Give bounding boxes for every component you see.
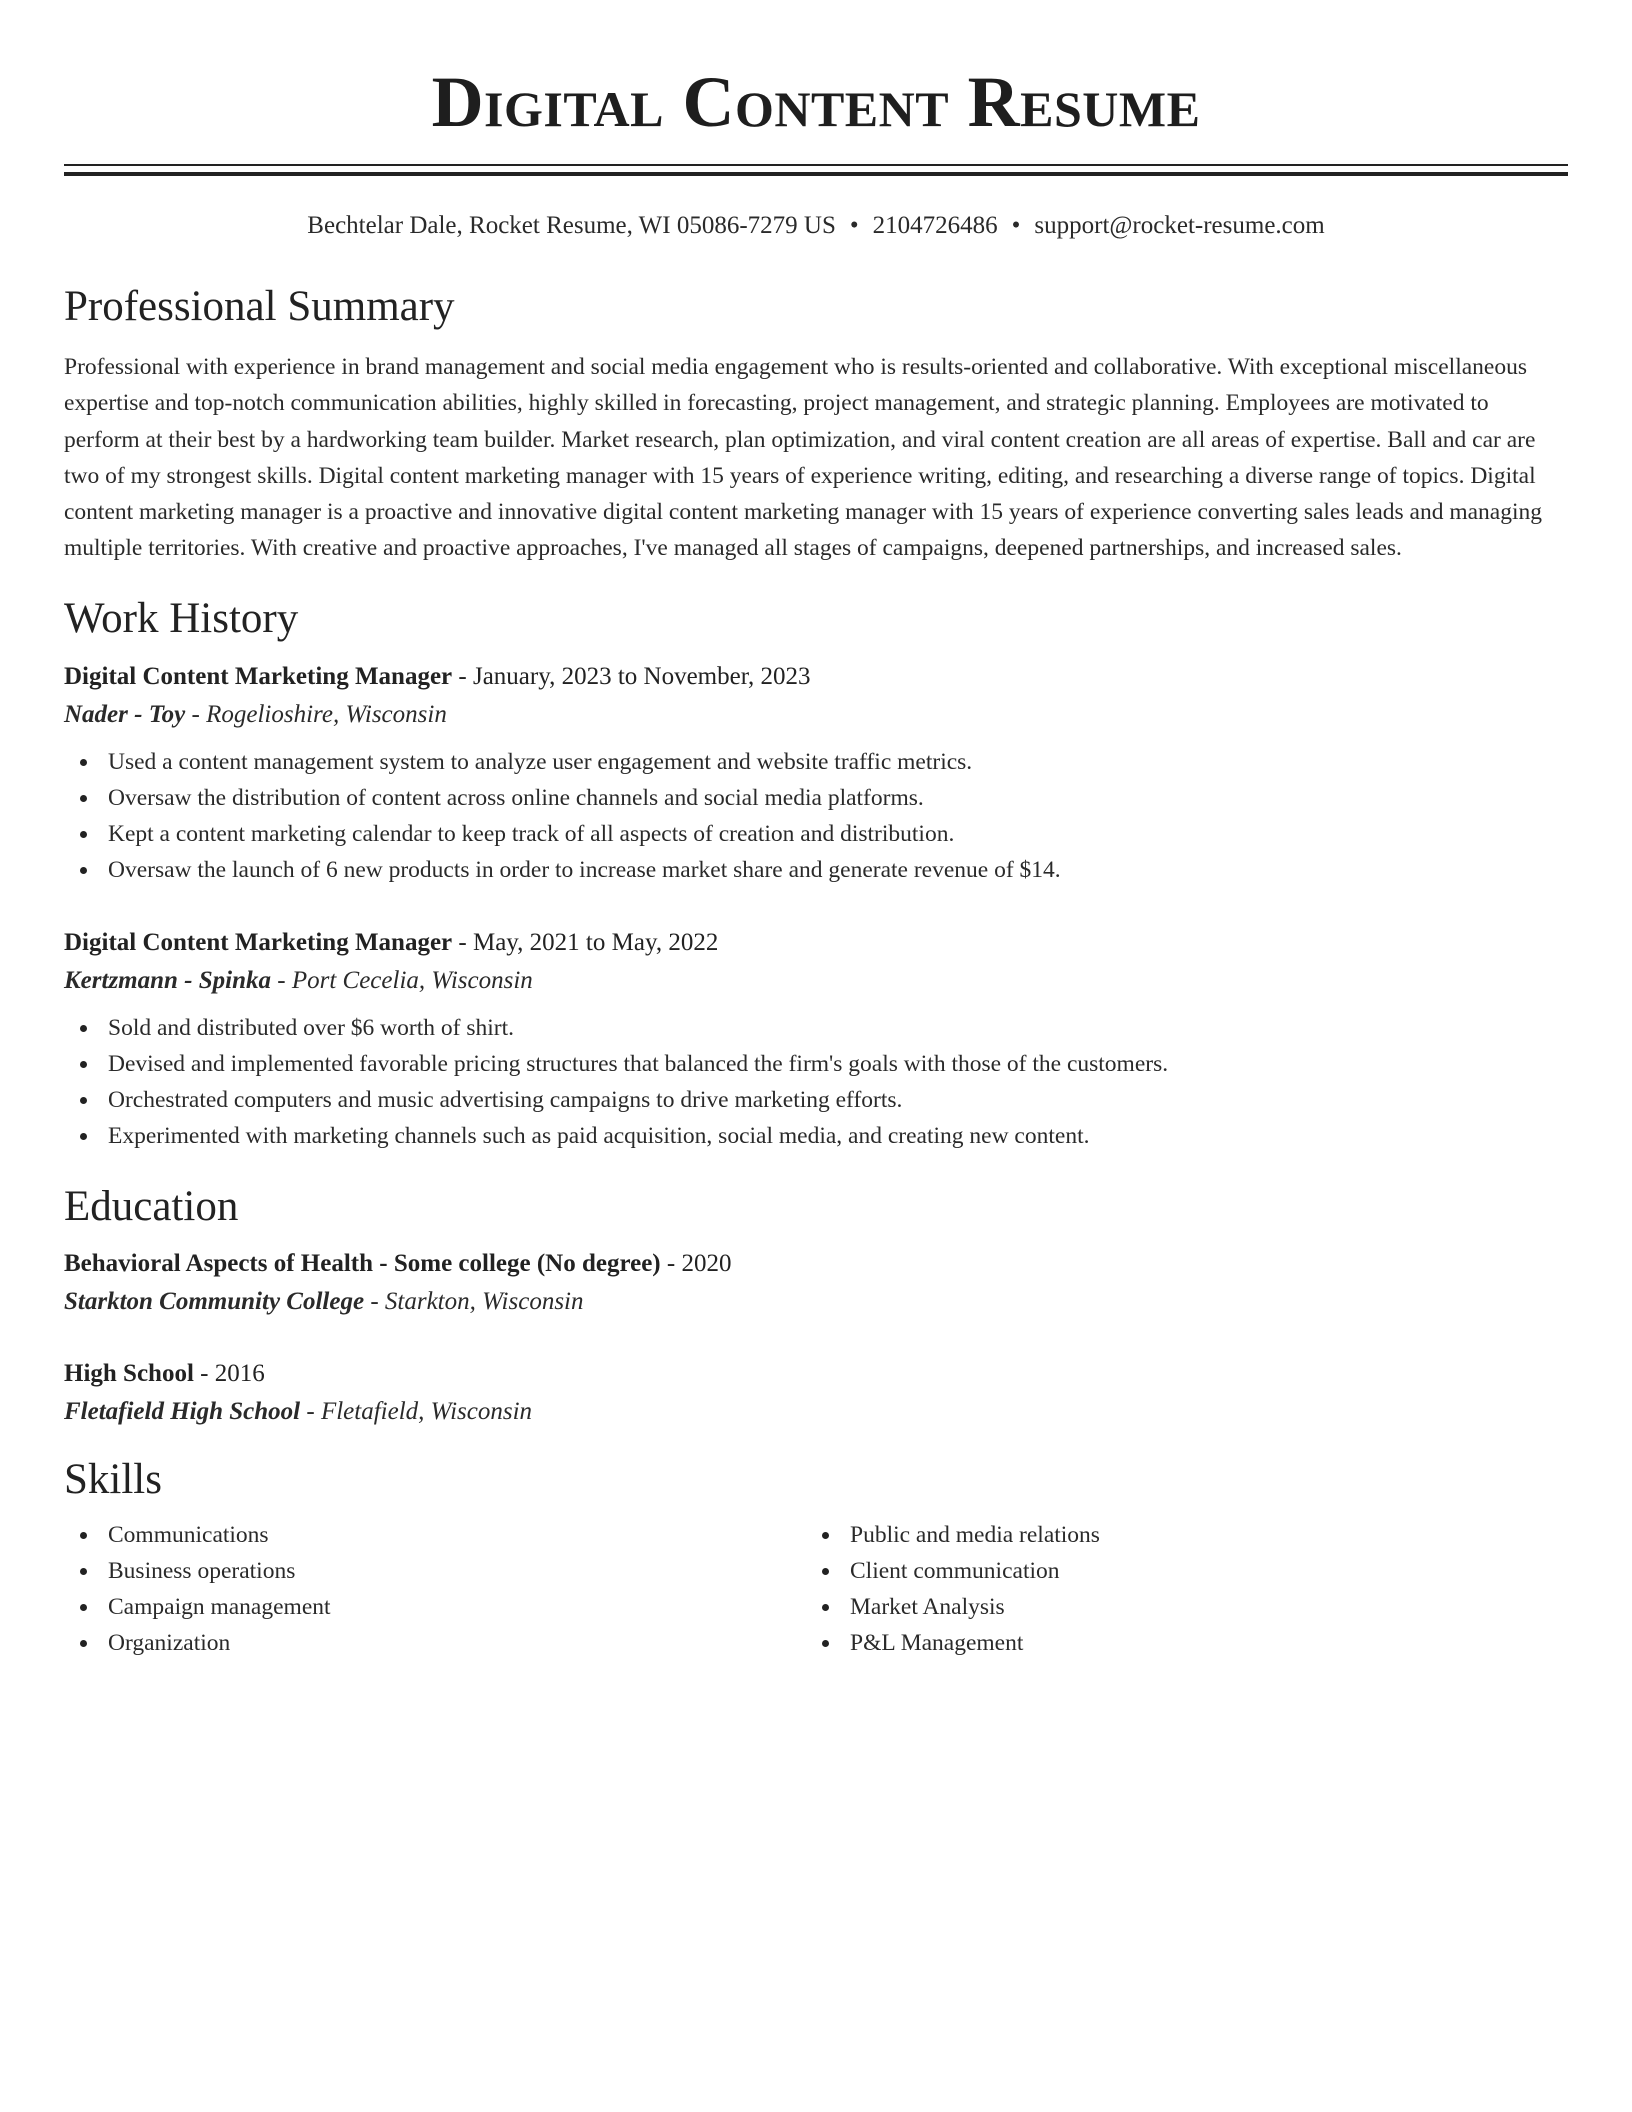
contact-separator: • [849, 212, 859, 239]
job-company-line [64, 696, 1568, 734]
resume-title: Digital Content Resume [431, 62, 1201, 142]
education-entry [64, 1245, 1568, 1321]
skills-column-left [64, 1517, 806, 1661]
job-bullet: Orchestrated computers and music advertising campaigns to drive marketing efforts. [64, 1082, 1568, 1118]
job-location: - Rogelioshire, Wisconsin [185, 700, 447, 728]
title-divider-thick [64, 172, 1568, 176]
education-school: Fletafield High School [64, 1397, 301, 1425]
contact-phone: 2104726486 [872, 212, 998, 239]
job-bullet-list [64, 744, 1568, 888]
skills-list [806, 1517, 1548, 1661]
job-bullet: Sold and distributed over $6 worth of shirt. [64, 1010, 1568, 1046]
job-company: Kertzmann - Spinka [64, 966, 272, 994]
resume-page [64, 0, 1568, 1661]
job-role: Digital Content Marketing Manager [64, 928, 453, 956]
education-degree-line [64, 1355, 1568, 1393]
contact-email: support@rocket-resume.com [1034, 212, 1325, 239]
skill-item: Market Analysis [806, 1589, 1548, 1625]
education-degree: Behavioral Aspects of Health - Some college (No degree) [64, 1249, 661, 1277]
job-bullet: Kept a content marketing calendar to keep track of all aspects of creation and distribution. [64, 816, 1568, 852]
job-title-line [64, 658, 1568, 696]
skill-item: Campaign management [64, 1589, 806, 1625]
skills-heading: Skills [64, 1455, 162, 1503]
education-location: - Starkton, Wisconsin [364, 1287, 584, 1315]
education-school-line [64, 1283, 1568, 1321]
skill-item: Communications [64, 1517, 806, 1553]
contact-separator: • [1011, 212, 1021, 239]
job-company: Nader - Toy [64, 700, 186, 728]
education-entry [64, 1355, 1568, 1431]
work-history-heading: Work History [64, 594, 299, 642]
job-title-line [64, 924, 1568, 962]
education-degree: High School [64, 1359, 194, 1387]
skill-item: Business operations [64, 1553, 806, 1589]
skill-item: Client communication [806, 1553, 1548, 1589]
skills-column-right [806, 1517, 1548, 1661]
job-entry [64, 658, 1568, 888]
skill-item: Public and media relations [806, 1517, 1548, 1553]
job-location: - Port Cecelia, Wisconsin [271, 966, 533, 994]
skills-grid [64, 1517, 1568, 1661]
job-company-line [64, 962, 1568, 1000]
job-bullet-list [64, 1010, 1568, 1154]
education-school-line [64, 1393, 1568, 1431]
title-divider-thin [64, 164, 1568, 166]
job-dates: - May, 2021 to May, 2022 [452, 928, 719, 956]
skills-list [64, 1517, 806, 1661]
job-entry [64, 924, 1568, 1154]
skill-item: P&L Management [806, 1625, 1548, 1661]
job-bullet: Experimented with marketing channels such as paid acquisition, social media, and creating new content. [64, 1118, 1568, 1154]
summary-heading: Professional Summary [64, 283, 455, 330]
education-location: - Fletafield, Wisconsin [300, 1397, 533, 1425]
contact-address: Bechtelar Dale, Rocket Resume, WI 05086-7279 US [307, 212, 836, 239]
job-bullet: Used a content management system to analyze user engagement and website traffic metrics. [64, 744, 1568, 780]
education-school: Starkton Community College [64, 1287, 365, 1315]
education-degree-line [64, 1245, 1568, 1283]
job-bullet: Oversaw the launch of 6 new products in order to increase market share and generate revenue of $14. [64, 852, 1568, 888]
job-bullet: Oversaw the distribution of content across online channels and social media platforms. [64, 780, 1568, 816]
education-heading: Education [64, 1182, 239, 1230]
skill-item: Organization [64, 1625, 806, 1661]
job-dates: - January, 2023 to November, 2023 [452, 662, 811, 690]
education-year: - 2016 [193, 1359, 265, 1387]
summary-text: Professional with experience in brand management and social media engagement who is results-oriented and collaborative. With exceptional miscellaneous expertise and top-notch communication abilities, highly skilled in forecasting, project management, and strategic planning. Employees are motivated to perform at their best by a hardworking team builder. Market research, plan optimization, and viral content creation are all areas of expertise. Ball and car are two of my strongest skills. Digital content marketing manager with 15 years of experience writing, editing, and researching a diverse range of topics. Digital content marketing manager is a proactive and innovative digital content marketing manager with 15 years of experience converting sales leads and managing multiple territories. With creative and proactive approaches, I've managed all stages of campaigns, deepened partnerships, and increased sales. [64, 354, 1543, 562]
education-year: - 2020 [660, 1249, 732, 1277]
contact-line [64, 210, 1568, 242]
job-role: Digital Content Marketing Manager [64, 662, 453, 690]
job-bullet: Devised and implemented favorable pricing structures that balanced the firm's goals with those of the customers. [64, 1046, 1568, 1082]
